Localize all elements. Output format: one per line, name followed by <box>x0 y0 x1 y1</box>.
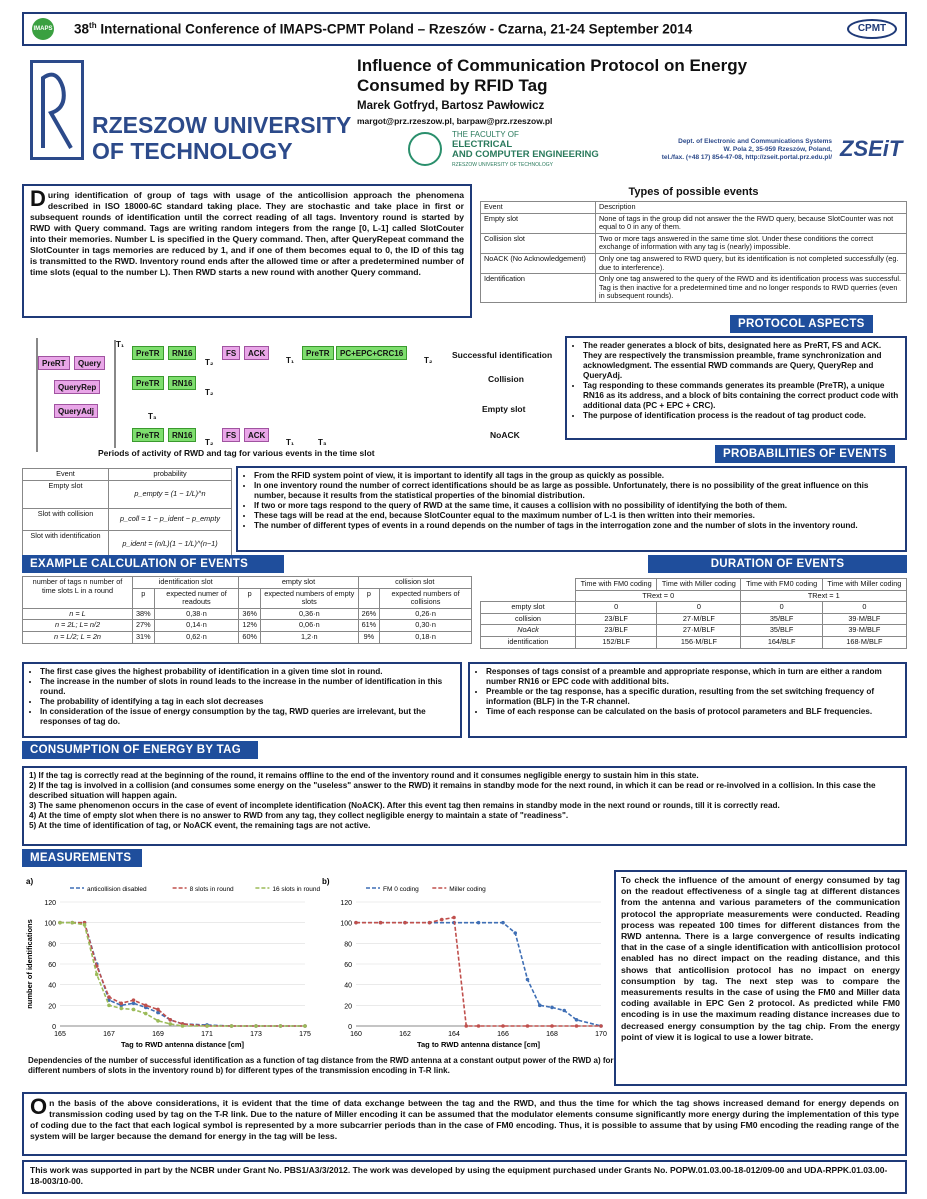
x-tick-label: 169 <box>152 1031 164 1038</box>
events-table: Event Description Empty slot None of tags in the group did not answer the the RWD query, because SlotCounter was not equal to 0 in any of them. Collision slot Two or more tags answered in the same time slot. Under these conditions the correct exchange of information with any tag is (nearly) impossible. NoACK (No Acknowledgement) Only one tag answered to RWD query, but its identification is not completed successfully (eg. due to interference). Identification Only one tag answered to the query of the RWD and its identification process was successful. Tag is then inactive for a predetermined time and no longer responds to RWD querries (even in subsequent rounds). <box>480 201 907 303</box>
y-tick-label: 40 <box>48 982 56 990</box>
label-collision: Collision <box>488 374 524 384</box>
measurement-text-box: To check the influence of the amount of energy consumed by tag on the readout effectiveness of a single tag at different distances from the antenna and various parameters of the communication protocol the appropriate measurements were conducted. Reading process was repeated 100 times for different distances from the RWD antenna. There is a large convergence of results indicating that in the case of a single identification with anticollision protocol enabled has no direct impact on the reading distance, and this shows that anticollision protocol has no impact on energy consumption by tag. The next step was to compare the measurements results in the case of using the FM0 and Miller data coding available in EPC Gen 2 protocol. As predicted while FM0 encoding is in use the maximum reading distance increases due to decreased energy consumption by the tag chip. From the energy point of view it is logical to use a lower bitrate. <box>614 870 907 1086</box>
y-tick-label: 100 <box>44 920 56 928</box>
data-point <box>550 1024 554 1028</box>
intro-text: uring identification of group of tags with usage of the anticollision approach the phenomena described in ISO 18000-6C standard taking place. They are stochastic and take place in first or subsequent rounds of identification until the correct reading of all tags. Inventory round is started by RWD with Query command. Tags are writing random integers from the range [0, L-1] called SlotCouter into their memories. Number L is specified in the Query command. Then, after QueryRepeat command the SlotCounter in tags memories are reduced by 1, and if one of them becomes equal to 0, the ID of this tag is transmitted to the RWD. Inventory round ends after the allowed time or after a predetermined number of time slots (equal to the number L). Then RWD starts a new round with another Query command. <box>30 190 464 277</box>
data-point <box>440 918 444 922</box>
example-table: number of tags n number of time slots L in a round identification slot empty slot collision slot p expected numer of readouts p expected numbers of empty slots p expected numbers of collisions n = L 38% 0,38·n 36% 0,36·n 26% 0,26·n n = 2L; L= n/2 27% 0,14·n 12% 0,06·n 61% 0,30·n n = L/2; L = 2n 31% 0,62·n 60% 1,2·n 9% 0,18·n <box>22 576 472 644</box>
data-point <box>107 995 111 999</box>
data-point <box>107 1004 111 1008</box>
data-point <box>70 921 74 925</box>
block-fs-1: FS <box>222 346 240 360</box>
duration-table: Time with FM0 coding Time with Miller coding Time with FM0 coding Time with Miller coding TRext = 0 TRext = 1 empty slot 0 0 0 0 collision 23/BLF 27·M/BLF 35/BLF 39·M/BLF NoAck 23/BLF 27·M/BLF 35/BLF 39·M/BLF identification 152/BLF 156·M/BLF 164/BLF 168·M/BLF <box>480 578 907 649</box>
block-query: Query <box>74 356 105 370</box>
block-pretr-3: PreTR <box>132 428 164 442</box>
duration-bullets-box: • Responses of tags consist of a preamble and appropriate response, which in turn are either a random number RN16 or EPC code with additional bits. • Preamble or the tag response, has a specific duration, resulting from the set switching frequency of information (BLF) in the T-R channel. • Time of each response can be calculated on the basis of protocol parameters and BLF frequencies. <box>468 662 907 738</box>
block-rn16-3: RN16 <box>168 428 196 442</box>
imaps-logo: IMAPS <box>32 18 54 40</box>
data-point <box>83 923 87 927</box>
x-tick-label: 173 <box>250 1031 262 1038</box>
data-point <box>477 1024 481 1028</box>
probability-bullets-box: • From the RFID system point of view, it is important to identify all tags in the group as quickly as possible. • In one inventory round the number of correct identifications should be as large as possible. Unfortunately, there is no possibility of the great influence on this number, because it results from the statistical properties of the binomial distribution. • If two or more tags respond to the query of RWD at the same time, it causes a collision with no possibility of identifying the both of them. • These tags will be read at the end, because SlotCounter equal to the maximum number of L-1 is then written into their memories. • The number of different types of events in a round depends on the number of tags in the interrogation zone and the number of slots in the inventory round. <box>236 466 907 552</box>
probability-table: Event probability Empty slot p_empty = (1 − 1/L)^n Slot with collision p_coll = 1 − p_ident − p_empty Slot with identification p_ident = (n/L)(1 − 1/L)^(n−1) <box>22 468 232 559</box>
x-tick-label: 165 <box>54 1031 66 1038</box>
x-axis-label: Tag to RWD antenna distance [cm] <box>120 1040 245 1049</box>
data-point <box>538 1004 542 1008</box>
legend-label: anticollision disabled <box>87 886 147 893</box>
conference-header <box>22 12 907 46</box>
data-point <box>452 916 456 920</box>
y-tick-label: 40 <box>344 982 352 990</box>
data-point <box>132 1008 136 1012</box>
data-point <box>575 1024 579 1028</box>
conclusion-box: On the basis of the above considerations, it is evident that the time of data exchange between the tag and the RWD, and thus the time for which the tag shows increased demand for energy depends on transmission coding used by tag on the T-R link. Due to the nature of Miller encoding it can be assumed that the modulator elements consume significantly more energy during the implementation of this type of coding due to the fact that each logical symbol is represented by a more subcarrier periods than in the case of FM0 encoding. Thus, it is possible to assume that by using FM0 encoding the reading range of the system will be larger because the demand for energy in the tag will be less. <box>22 1092 907 1156</box>
x-tick-label: 168 <box>546 1031 558 1038</box>
x-tick-label: 166 <box>497 1031 509 1038</box>
example-header: EXAMPLE CALCULATION OF EVENTS <box>22 555 284 573</box>
block-ack-2: ACK <box>244 428 269 442</box>
legend-label: FM 0 coding <box>383 886 419 893</box>
data-point <box>354 921 358 925</box>
faculty-name: THE FACULTY OF ELECTRICAL AND COMPUTER ENGINEERING RZESZOW UNIVERSITY OF TECHNOLOGY <box>452 130 599 168</box>
block-rn16-1: RN16 <box>168 346 196 360</box>
data-point <box>181 1024 185 1028</box>
university-name: RZESZOW UNIVERSITY OF TECHNOLOGY <box>92 112 352 164</box>
legend-label: 8 slots in round <box>189 886 234 893</box>
timing-caption: Periods of activity of RWD and tag for various events in the time slot <box>98 448 375 458</box>
intro-box: During identification of group of tags with usage of the anticollision approach the phenomena described in ISO 18000-6C standard taking place. They are stochastic and take place in first or subsequent rounds of identification until the correct reading of all tags. Inventory round is started by RWD with Query command. Tags are writing random integers from the range [0, L-1] called SlotCouter into their memories. Number L is specified in the Query command. Then, after QueryRepeat command the SlotCounter in tags memories are reduced by 1, and if one of them becomes equal to 0, the ID of this tag is transmitted to the RWD. Inventory round ends after the allowed time or after a predetermined number of time slots (equal to the number L). Then RWD starts a new round with another Query command. <box>22 184 472 318</box>
label-noack: NoACK <box>490 430 520 440</box>
x-tick-label: 164 <box>448 1031 460 1038</box>
data-point <box>513 931 517 935</box>
data-point <box>526 1024 530 1028</box>
data-point <box>279 1024 283 1028</box>
consumption-box: 1) If the tag is correctly read at the beginning of the round, it remains offline to the end of the inventory round and it consumes negligible energy to sustain him in this state. 2) If the tag is involved in a collision (and consumes some energy on the "useless" answer to the RWD) it remains in standby mode for the next round, in which it can be read or re-involved in a collision. In this case the described situation will happen again. 3) The same phenomenon occurs in the case of event of incomplete identification (NoACK). After this event tag then remains in standby mode in the next round or rounds, till it is correctly read. 4) At the time of empty slot when there is no answer to RWD from any tag, they collect negligible energy to maintain a state of "readiness". 5) At the time of identification of tag, or NoACK event, the remaining tags are not active. <box>22 766 907 846</box>
x-tick-label: 171 <box>201 1031 213 1038</box>
protocol-bullets-box: • The reader generates a block of bits, designated here as PreRT, FS and ACK. They are respectively the transmission preamble, frame synchronization and acknowledgment. The essential RWD commands are Query, QueryRep and QueryAdj. • Tag responding to these commands generates its preamble (PreTR), a unique RN16 as its address, and a block of bits containing the correct product code with additional data (PC + EPC + CRC). • The purpose of identification process is the readout of tag product code. <box>565 336 907 440</box>
data-point <box>550 1006 554 1010</box>
y-axis-label: number of identifications <box>25 919 34 1009</box>
legend-label: 16 slots in round <box>272 886 321 893</box>
paper-title: Influence of Communication Protocol on Energy Consumed by RFID Tag <box>357 56 748 95</box>
y-tick-label: 20 <box>344 1003 352 1011</box>
timing-diagram: T₁ PreRT Query PreTR RN16 T₂ FS ACK T₁ PreTR PC+EPC+CRC16 T₂ Successful identification QueryRep PreTR RN16 T₂ Collision QueryAdj T₃ Empty slot PreTR RN16 T₂ FS ACK T₁ T₃ NoACK Periods of activity of RWD and tag for various events in the time slot <box>22 338 562 462</box>
x-tick-label: 175 <box>299 1031 311 1038</box>
y-tick-label: 80 <box>344 941 352 949</box>
y-tick-label: 120 <box>340 900 352 907</box>
title-area <box>22 52 907 180</box>
block-ack-1: ACK <box>244 346 269 360</box>
chart-a <box>22 872 322 1052</box>
y-tick-label: 120 <box>44 900 56 907</box>
data-point <box>303 1024 307 1028</box>
data-point <box>575 1018 579 1022</box>
data-point <box>501 1024 505 1028</box>
footer-box: This work was supported in part by the NCBR under Grant No. PBS1/A3/3/2012. The work was developed by using the equipment purchased under Grants No. POPW.01.03.00-18-012/09-00 and UDA-RPPK.01.03.00-18-003/10-00. <box>22 1160 907 1194</box>
university-emblem-icon <box>30 60 84 160</box>
y-tick-label: 60 <box>48 962 56 969</box>
data-point <box>132 1001 136 1005</box>
data-point <box>477 921 481 925</box>
consumption-header: CONSUMPTION OF ENERGY BY TAG <box>22 741 258 759</box>
data-point <box>119 1001 123 1005</box>
probabilities-header: PROBABILITIES OF EVENTS <box>715 445 895 463</box>
chart-caption: Dependencies of the number of successful identification as a function of tag distance from the RWD antenna at a constant output power of the RWD a) for different numbers of slots in the inventory round b) for different types of the transmission encoding in T-R link. <box>28 1056 614 1075</box>
measurements-header: MEASUREMENTS <box>22 849 142 867</box>
department-info: Dept. of Electronic and Communications Systems W. Pola 2, 35-959 Rzeszów, Poland, tel./fax. (+48 17) 854-47-08, http://zseit.portal.prz.edu.pl/ <box>661 138 832 161</box>
y-tick-label: 0 <box>348 1024 352 1031</box>
y-tick-label: 0 <box>52 1024 56 1031</box>
x-tick-label: 160 <box>350 1031 362 1038</box>
data-point <box>168 1022 172 1026</box>
data-point <box>168 1018 172 1022</box>
events-title: Types of possible events <box>628 186 759 198</box>
block-pretr-pc: PreTR <box>302 346 334 360</box>
data-point <box>501 921 505 925</box>
block-rn16-2: RN16 <box>168 376 196 390</box>
data-point <box>254 1024 258 1028</box>
duration-header: DURATION OF EVENTS <box>648 555 907 573</box>
chart-b <box>318 872 618 1052</box>
conference-title: 38th International Conference of IMAPS-CPMT Poland – Rzeszów - Czarna, 21-24 September 2014 <box>74 21 693 37</box>
data-point <box>599 1024 603 1028</box>
data-point <box>119 1007 123 1011</box>
block-fs-2: FS <box>222 428 240 442</box>
data-point <box>144 1004 148 1008</box>
block-pretr-2: PreTR <box>132 376 164 390</box>
data-point <box>156 1019 160 1023</box>
data-point <box>428 921 432 925</box>
data-point <box>526 978 530 982</box>
data-point <box>205 1024 209 1028</box>
block-prert: PreRT <box>38 356 70 370</box>
x-tick-label: 170 <box>595 1031 607 1038</box>
legend-label: Miller coding <box>449 886 486 893</box>
protocol-header: PROTOCOL ASPECTS <box>730 315 873 333</box>
data-point <box>230 1024 234 1028</box>
label-empty: Empty slot <box>482 404 526 414</box>
x-axis-label: Tag to RWD antenna distance [cm] <box>416 1040 541 1049</box>
chart-panel-label: b) <box>322 877 330 886</box>
emails: margot@prz.rzeszow.pl, barpaw@prz.rzeszow.pl <box>357 116 553 126</box>
data-point <box>156 1008 160 1012</box>
data-point <box>58 921 62 925</box>
zseit-logo: ZSEiT <box>840 136 903 161</box>
authors: Marek Gotfryd, Bartosz Pawłowicz <box>357 100 545 112</box>
events-area <box>480 186 907 303</box>
y-tick-label: 100 <box>340 920 352 928</box>
data-point <box>132 998 136 1002</box>
y-tick-label: 80 <box>48 941 56 949</box>
cpmt-logo: CPMT <box>847 19 897 39</box>
label-successful: Successful identification <box>452 350 553 360</box>
example-bullets-box: • The first case gives the highest probability of identification in a given time slot in round. • The increase in the number of slots in round leads to the increase in the number of identification in this round. • The probability of identifying a tag in each slot decreases • In consideration of the issue of energy consumption by the tag, RWD queries are irrelevant, but the responses of tag do. <box>22 662 462 738</box>
data-point <box>379 921 383 925</box>
x-tick-label: 162 <box>399 1031 411 1038</box>
faculty-logo-icon <box>408 132 442 166</box>
y-tick-label: 20 <box>48 1003 56 1011</box>
data-point <box>464 1024 468 1028</box>
data-point <box>95 973 99 977</box>
block-queryrep: QueryRep <box>54 380 100 394</box>
block-queryadj: QueryAdj <box>54 404 98 418</box>
data-point <box>144 1012 148 1016</box>
block-pc-epc-crc: PC+EPC+CRC16 <box>336 346 407 360</box>
data-point <box>403 921 407 925</box>
data-point <box>562 1009 566 1013</box>
block-pretr-1: PreTR <box>132 346 164 360</box>
chart-panel-label: a) <box>26 877 34 886</box>
x-tick-label: 167 <box>103 1031 115 1038</box>
y-tick-label: 60 <box>344 962 352 969</box>
